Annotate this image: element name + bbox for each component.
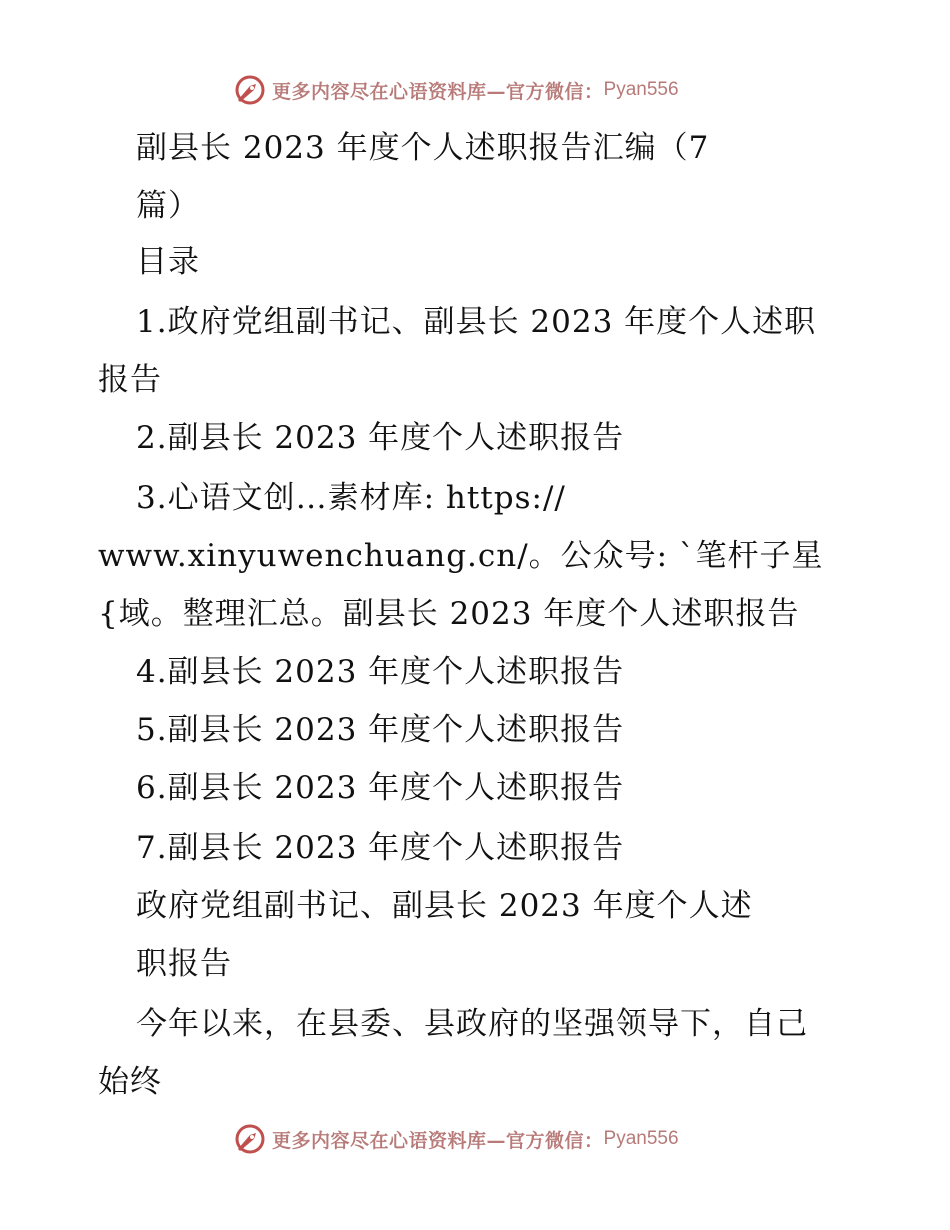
toc-item-7: 7.副县长 2023 年度个人述职报告: [136, 830, 625, 866]
footer-watermark-banner: [234, 1122, 679, 1156]
banner-text: 更多内容尽在心语资料库—官方微信：: [272, 1129, 604, 1152]
banner-text: 更多内容尽在心语资料库—官方微信：: [272, 80, 604, 103]
document-title-line-1: 副县长 2023 年度个人述职报告汇编（7: [136, 130, 710, 166]
toc-item-2: 2.副县长 2023 年度个人述职报告: [136, 420, 625, 456]
toc-heading: 目录: [136, 244, 200, 280]
toc-item-4: 4.副县长 2023 年度个人述职报告: [136, 654, 625, 690]
body-paragraph-line-1: 今年以来，在县委、县政府的坚强领导下，自己: [136, 1006, 808, 1042]
toc-item-6: 6.副县长 2023 年度个人述职报告: [136, 770, 625, 806]
header-watermark-banner: [234, 73, 679, 107]
toc-item-3-continued: www.xinyuwenchuang.cn/。公众号: `笔杆子星: [98, 538, 824, 574]
banner-wechat-id: Pyan556: [603, 1128, 679, 1149]
section-heading-line-1: 政府党组副书记、副县长 2023 年度个人述: [136, 888, 753, 924]
toc-item-1: 1.政府党组副书记、副县长 2023 年度个人述职: [136, 304, 817, 340]
pen-nib-logo-icon: [234, 74, 266, 106]
toc-item-3-continued-2: {域。整理汇总。副县长 2023 年度个人述职报告: [98, 596, 800, 632]
banner-wechat-id: Pyan556: [603, 79, 679, 100]
document-title-line-2: 篇）: [136, 188, 200, 224]
body-paragraph-line-2: 始终: [98, 1064, 162, 1100]
pen-nib-logo-icon: [234, 1123, 266, 1155]
section-heading-line-2: 职报告: [136, 946, 232, 982]
toc-item-3: 3.心语文创…素材库: https://: [136, 480, 566, 516]
toc-item-5: 5.副县长 2023 年度个人述职报告: [136, 712, 625, 748]
toc-item-1-continued: 报告: [98, 362, 162, 398]
